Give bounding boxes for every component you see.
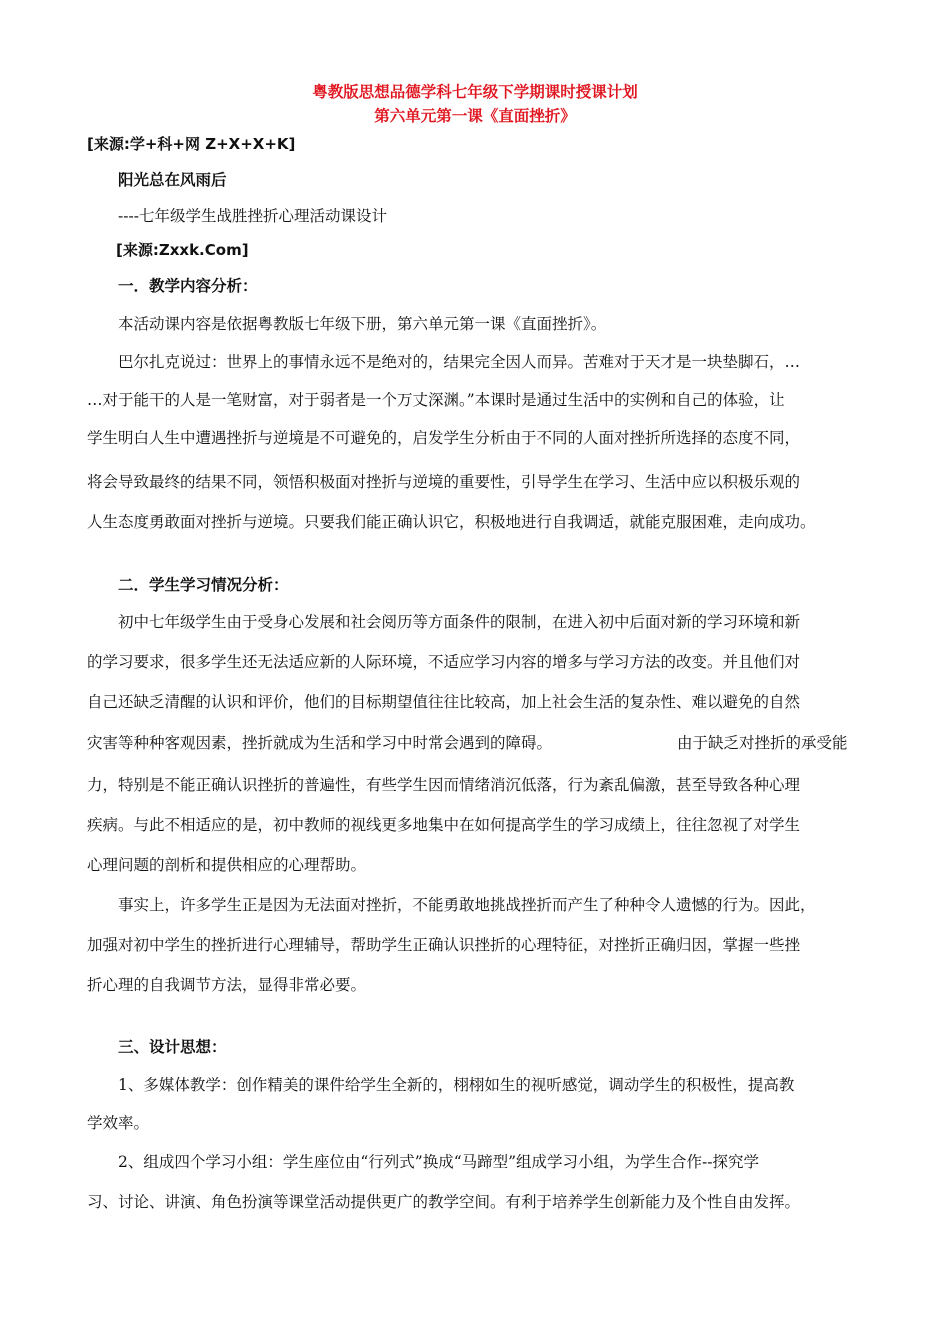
section-2-line: 疾病。与此不相适应的是，初中教师的视线更多地集中在如何提高学生的学习成绩上，往往忽视了对学生 bbox=[87, 816, 801, 834]
section-2-line: 灾害等种种客观因素，挫折就成为生活和学习中时常会遇到的障碍。 bbox=[87, 734, 553, 752]
document-title: 粤教版思想品德学科七年级下学期课时授课计划 bbox=[312, 83, 638, 101]
section-1-line: …对于能干的人是一笔财富，对于弱者是一个万丈深渊。”本课时是通过生活中的实例和自己的体验，让 bbox=[87, 391, 785, 409]
section-heading-1: 一．教学内容分析： bbox=[118, 277, 258, 295]
section-heading-2: 二．学生学习情况分析： bbox=[118, 576, 289, 594]
activity-subtitle: ----七年级学生战胜挫折心理活动课设计 bbox=[118, 207, 387, 225]
section-2-line: 心理问题的剖析和提供相应的心理帮助。 bbox=[87, 856, 367, 874]
section-2-line: 的学习要求，很多学生还无法适应新的人际环境，不适应学习内容的增多与学习方法的改变。并且他们对 bbox=[87, 653, 801, 671]
section-3-line: 2、组成四个学习小组：学生座位由“行列式”换成“马蹄型”组成学习小组，为学生合作--探究学 bbox=[118, 1153, 760, 1171]
activity-title: 阳光总在风雨后 bbox=[118, 171, 227, 189]
source-note-1: [来源:学+科+网 Z+X+X+K] bbox=[87, 135, 296, 153]
document-subtitle: 第六单元第一课《直面挫折》 bbox=[374, 107, 576, 125]
section-1-line: 将会导致最终的结果不同，领悟积极面对挫折与逆境的重要性，引导学生在学习、生活中应以积极乐观的 bbox=[87, 473, 801, 491]
section-2-line: 折心理的自我调节方法，显得非常必要。 bbox=[87, 976, 367, 994]
section-2-line: 自己还缺乏清醒的认识和评价，他们的目标期望值往往比较高，加上社会生活的复杂性、难以避免的自然 bbox=[87, 693, 801, 711]
section-2-line: 力，特别是不能正确认识挫折的普遍性，有些学生因而情绪消沉低落，行为紊乱偏激，甚至导致各种心理 bbox=[87, 776, 801, 794]
source-note-2: [来源:Zxxk.Com] bbox=[116, 241, 249, 259]
section-1-line: 本活动课内容是依据粤教版七年级下册，第六单元第一课《直面挫折》。 bbox=[118, 315, 607, 333]
section-2-line: 加强对初中学生的挫折进行心理辅导，帮助学生正确认识挫折的心理特征，对挫折正确归因，掌握一些挫 bbox=[87, 936, 801, 954]
section-1-line: 巴尔扎克说过：世界上的事情永远不是绝对的，结果完全因人而异。苦难对于天才是一块垫脚石，… bbox=[118, 353, 801, 371]
section-heading-3: 三、设计思想： bbox=[118, 1038, 227, 1056]
section-3-line: 习、讨论、讲演、角色扮演等课堂活动提供更广的教学空间。有利于培养学生创新能力及个性自由发挥。 bbox=[87, 1193, 801, 1211]
section-3-line: 1、多媒体教学：创作精美的课件给学生全新的，栩栩如生的视听感觉，调动学生的积极性，提高教 bbox=[118, 1076, 795, 1094]
section-2-line: 初中七年级学生由于受身心发展和社会阅历等方面条件的限制，在进入初中后面对新的学习环境和新 bbox=[118, 613, 801, 631]
section-1-line: 人生态度勇敢面对挫折与逆境。只要我们能正确认识它，积极地进行自我调适，就能克服困难，走向成功。 bbox=[87, 513, 816, 531]
section-3-line: 学效率。 bbox=[87, 1114, 150, 1132]
section-2-line: 由于缺乏对挫折的承受能 bbox=[677, 734, 848, 752]
section-1-line: 学生明白人生中遭遇挫折与逆境是不可避免的，启发学生分析由于不同的人面对挫折所选择的态度不同， bbox=[87, 429, 801, 447]
section-2-line: 事实上，许多学生正是因为无法面对挫折，不能勇敢地挑战挫折而产生了种种令人遗憾的行为。因此， bbox=[118, 896, 816, 914]
